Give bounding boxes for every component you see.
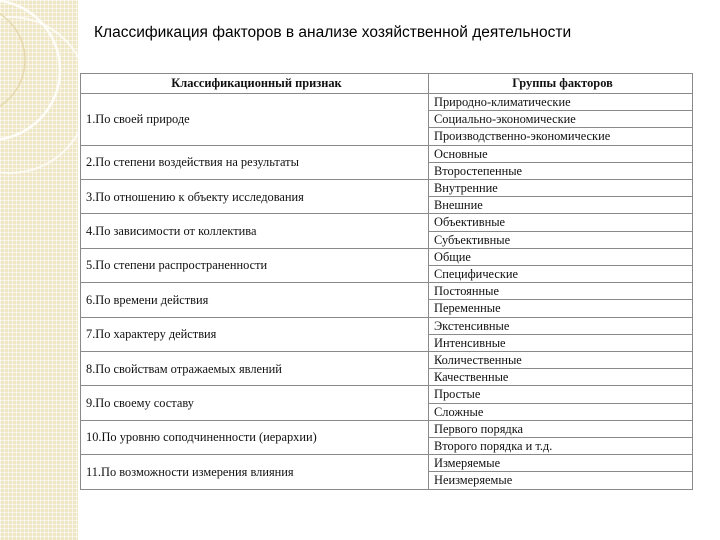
- table-row: [81, 283, 693, 300]
- criterion-cell: 2.По степени воздействия на результаты: [81, 145, 429, 179]
- criterion-cell: 1.По своей природе: [81, 94, 429, 146]
- header-criterion: Классификационный признак: [81, 74, 429, 94]
- group-cell: Объективные: [429, 214, 693, 231]
- table-header-row: [81, 74, 693, 94]
- group-cell: Второстепенные: [429, 162, 693, 179]
- table-row: [81, 145, 693, 162]
- group-cell: Внутренние: [429, 180, 693, 197]
- group-cell: Специфические: [429, 266, 693, 283]
- decorative-side-band: [0, 0, 78, 540]
- criterion-cell: 8.По свойствам отражаемых явлений: [81, 352, 429, 386]
- criterion-cell: 6.По времени действия: [81, 283, 429, 317]
- group-cell: Основные: [429, 145, 693, 162]
- table-row: [81, 94, 693, 111]
- group-cell: Экстенсивные: [429, 317, 693, 334]
- table-row: [81, 180, 693, 197]
- table-row: [81, 352, 693, 369]
- criterion-cell: 4.По зависимости от коллектива: [81, 214, 429, 248]
- header-groups: Группы факторов: [429, 74, 693, 94]
- group-cell: Общие: [429, 248, 693, 265]
- criterion-cell: 7.По характеру действия: [81, 317, 429, 351]
- page-title: Классификация факторов в анализе хозяйственной деятельности: [94, 24, 572, 41]
- group-cell: Социально-экономические: [429, 111, 693, 128]
- criterion-cell: 11.По возможности измерения влияния: [81, 455, 429, 489]
- group-cell: Первого порядка: [429, 420, 693, 437]
- group-cell: Природно-климатические: [429, 94, 693, 111]
- group-cell: Субъективные: [429, 231, 693, 248]
- group-cell: Сложные: [429, 403, 693, 420]
- criterion-cell: 9.По своему составу: [81, 386, 429, 420]
- criterion-cell: 5.По степени распространенности: [81, 248, 429, 282]
- classification-table-container: [80, 73, 690, 490]
- table-row: [81, 455, 693, 472]
- table-row: [81, 317, 693, 334]
- group-cell: Неизмеряемые: [429, 472, 693, 489]
- group-cell: Количественные: [429, 352, 693, 369]
- table-row: [81, 214, 693, 231]
- group-cell: Измеряемые: [429, 455, 693, 472]
- group-cell: Переменные: [429, 300, 693, 317]
- group-cell: Второго порядка и т.д.: [429, 438, 693, 455]
- table-body: [81, 94, 693, 490]
- table-row: [81, 248, 693, 265]
- criterion-cell: 10.По уровню соподчиненности (иерархии): [81, 420, 429, 454]
- group-cell: Качественные: [429, 369, 693, 386]
- classification-table: [80, 73, 693, 490]
- group-cell: Простые: [429, 386, 693, 403]
- group-cell: Производственно-экономические: [429, 128, 693, 145]
- group-cell: Постоянные: [429, 283, 693, 300]
- group-cell: Внешние: [429, 197, 693, 214]
- group-cell: Интенсивные: [429, 334, 693, 351]
- table-row: [81, 420, 693, 437]
- decorative-circles: [0, 0, 78, 540]
- criterion-cell: 3.По отношению к объекту исследования: [81, 180, 429, 214]
- table-row: [81, 386, 693, 403]
